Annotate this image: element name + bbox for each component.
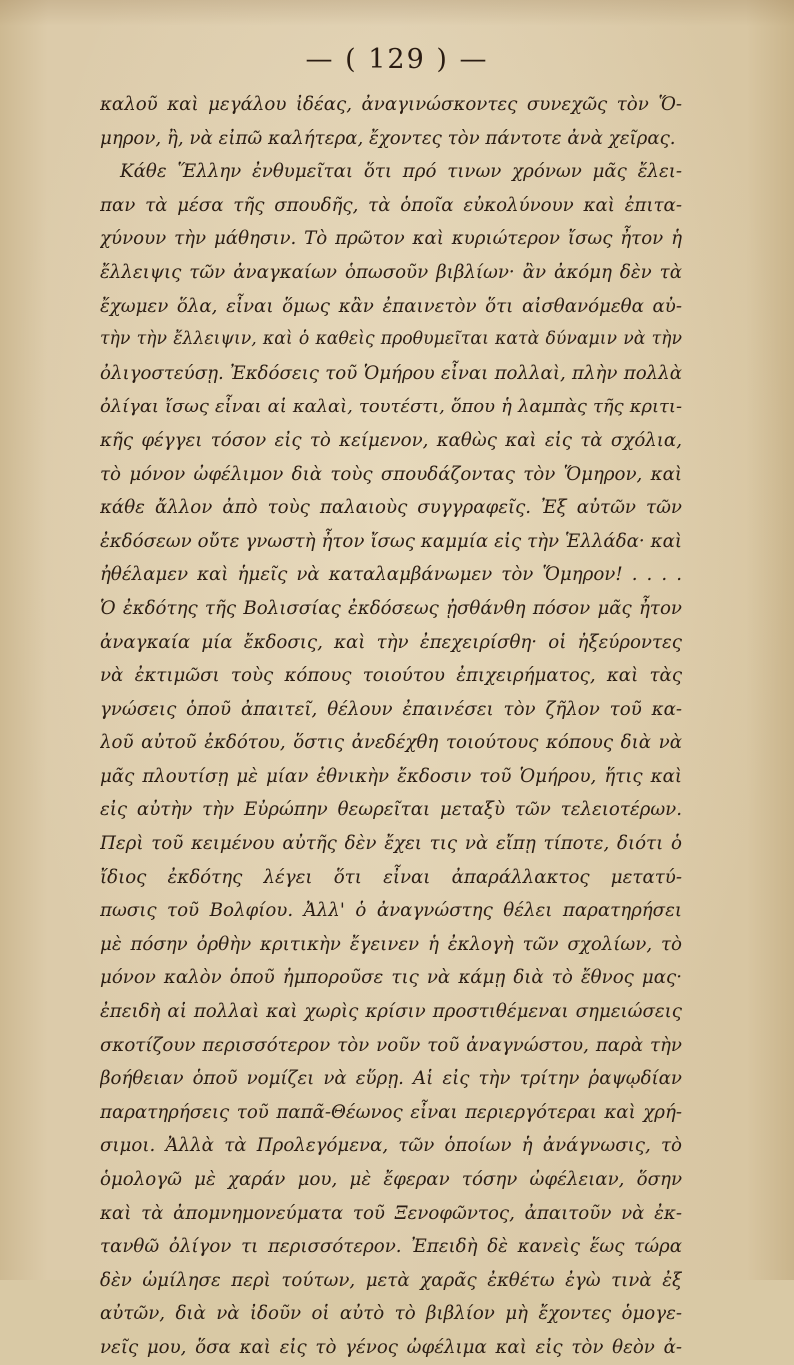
- text-line: λοῦ αὐτοῦ ἐκδότου, ὅστις ἀνεδέχθη τοιούτους κόπους διὰ νὰ: [100, 732, 682, 754]
- text-line: ἀναγκαία μία ἔκδοσις, καὶ τὴν ἐπεχειρίσθη· οἱ ἠξεύροντες: [100, 631, 682, 653]
- text-line: εἰς αὐτὴν τὴν Εὐρώπην θεωρεῖται μεταξὺ τῶν τελειοτέρων.: [100, 799, 682, 821]
- text-line: κάθε ἄλλον ἀπὸ τοὺς παλαιοὺς συγγραφεῖς. Ἐξ αὐτῶν τῶν: [100, 497, 682, 519]
- text-line: μηρον, ἢ, νὰ εἰπῶ καλήτερα, ἔχοντες τὸν πάντοτε ἀνὰ χεῖρας.: [100, 127, 676, 149]
- text-line: Περὶ τοῦ κειμένου αὐτῆς δὲν ἔχει τις νὰ εἴπῃ τίποτε, διότι ὁ: [100, 833, 682, 855]
- text-line: ἴδιος ἐκδότης λέγει ὅτι εἶναι ἀπαράλλακτος μετατύ-: [100, 866, 682, 888]
- text-line: νεῖς μου, ὅσα καὶ εἰς τὸ γένος ὠφέλιμα καὶ εἰς τὸν θεὸν ἀ-: [100, 1336, 682, 1358]
- text-line: ἐπειδὴ αἱ πολλαὶ καὶ χωρὶς κρίσιν προστιθέμεναι σημειώσεις: [100, 1001, 682, 1023]
- text-line: καλοῦ καὶ μεγάλου ἰδέας, ἀναγινώσκοντες συνεχῶς τὸν Ὅ-: [100, 94, 682, 115]
- text-line: μᾶς πλουτίσῃ μὲ μίαν ἐθνικὴν ἔκδοσιν τοῦ Ὁμήρου, ἥτις καὶ: [100, 765, 682, 787]
- text-line: μόνον καλὸν ὁποῦ ἠμποροῦσε τις νὰ κάμῃ διὰ τὸ ἔθνος μας·: [100, 967, 682, 989]
- text-line: ἐκδόσεων οὔτε γνωστὴ ἦτον ἴσως καμμία εἰς τὴν Ἑλλάδα· καὶ: [100, 530, 682, 552]
- text-line: ἠθέλαμεν καὶ ἡμεῖς νὰ καταλαμβάνωμεν τὸν Ὅμηρον! . . . .: [100, 564, 682, 586]
- text-line: μὲ πόσην ὀρθὴν κριτικὴν ἔγεινεν ἡ ἐκλογὴ τῶν σχολίων, τὸ: [100, 933, 682, 955]
- text-line: κῆς φέγγει τόσον εἰς τὸ κείμενον, καθὼς καὶ εἰς τὰ σχόλια,: [100, 429, 682, 451]
- text-line: τὴν τὴν ἔλλειψιν, καὶ ὁ καθεὶς προθυμεῖται κατὰ δύναμιν νὰ τὴν: [100, 329, 682, 350]
- text-line: σιμοι. Ἀλλὰ τὰ Προλεγόμενα, τῶν ὁποίων ἡ ἀνάγνωσις, τὸ: [100, 1135, 682, 1157]
- page-number: — ( 129 ) —: [305, 44, 489, 75]
- text-line: ἔχωμεν ὅλα, εἶναι ὅμως κἂν ἐπαινετὸν ὅτι αἰσθανόμεθα αὐ-: [100, 295, 682, 317]
- text-line: Κάθε Ἕλλην ἐνθυμεῖται ὅτι πρό τινων χρόνων μᾶς ἔλει-: [120, 161, 682, 183]
- text-line: παν τὰ μέσα τῆς σπουδῆς, τὰ ὁποῖα εὐκολύνουν καὶ ἐπιτα-: [100, 194, 682, 216]
- text-line: πωσις τοῦ Βολφίου. Ἀλλ' ὁ ἀναγνώστης θέλει παρατηρήσει: [100, 900, 682, 922]
- text-line: γνώσεις ὁποῦ ἀπαιτεῖ, θέλουν ἐπαινέσει τὸν ζῆλον τοῦ κα-: [100, 698, 682, 720]
- text-line: ὁμολογῶ μὲ χαράν μου, μὲ ἔφεραν τόσην ὠφέλειαν, ὅσην: [100, 1169, 682, 1190]
- text-line: νὰ ἐκτιμῶσι τοὺς κόπους τοιούτου ἐπιχειρήματος, καὶ τὰς: [100, 665, 682, 687]
- text-line: αὐτῶν, διὰ νὰ ἰδοῦν οἱ αὐτὸ τὸ βιβλίον μὴ ἔχοντες ὁμογε-: [100, 1303, 682, 1325]
- body-text: [100, 88, 682, 1365]
- text-line: ὀλιγοστεύσῃ. Ἐκδόσεις τοῦ Ὁμήρου εἶναι πολλαὶ, πλὴν πολλὰ: [100, 362, 682, 384]
- text-line: παρατηρήσεις τοῦ παπᾶ-Θέωνος εἶναι περιεργότεραι καὶ χρή-: [100, 1101, 682, 1123]
- text-line: ἔλλειψις τῶν ἀναγκαίων ὁπωσοῦν βιβλίων· ἂν ἀκόμη δὲν τὰ: [100, 261, 682, 283]
- text-line: τανθῶ ὀλίγον τι περισσότερον. Ἐπειδὴ δὲ κανεὶς ἕως τώρα: [100, 1236, 682, 1258]
- text-line: δὲν ὡμίλησε περὶ τούτων, μετὰ χαρᾶς ἐκθέτω ἐγὼ τινὰ ἐξ: [100, 1269, 682, 1291]
- text-line: τὸ μόνον ὠφέλιμον διὰ τοὺς σπουδάζοντας τὸν Ὅμηρον, καὶ: [100, 463, 682, 485]
- text-line: ὀλίγαι ἴσως εἶναι αἱ καλαὶ, τουτέστι, ὅπου ἡ λαμπὰς τῆς κριτι-: [100, 396, 682, 418]
- text-line: Ὁ ἐκδότης τῆς Βολισσίας ἐκδόσεως ᾐσθάνθη πόσον μᾶς ἦτον: [100, 597, 682, 619]
- text-line: χύνουν τὴν μάθησιν. Τὸ πρῶτον καὶ κυριώτερον ἴσως ἦτον ἡ: [100, 228, 682, 250]
- text-line: σκοτίζουν περισσότερον τὸν νοῦν τοῦ ἀναγνώστου, παρὰ τὴν: [100, 1034, 682, 1056]
- text-line: καὶ τὰ ἀπομνημονεύματα τοῦ Ξενοφῶντος, ἀπαιτοῦν νὰ ἐκ-: [100, 1202, 682, 1224]
- text-line: βοήθειαν ὁποῦ νομίζει νὰ εὕρῃ. Αἱ εἰς τὴν τρίτην ῥαψῳδίαν: [100, 1068, 682, 1090]
